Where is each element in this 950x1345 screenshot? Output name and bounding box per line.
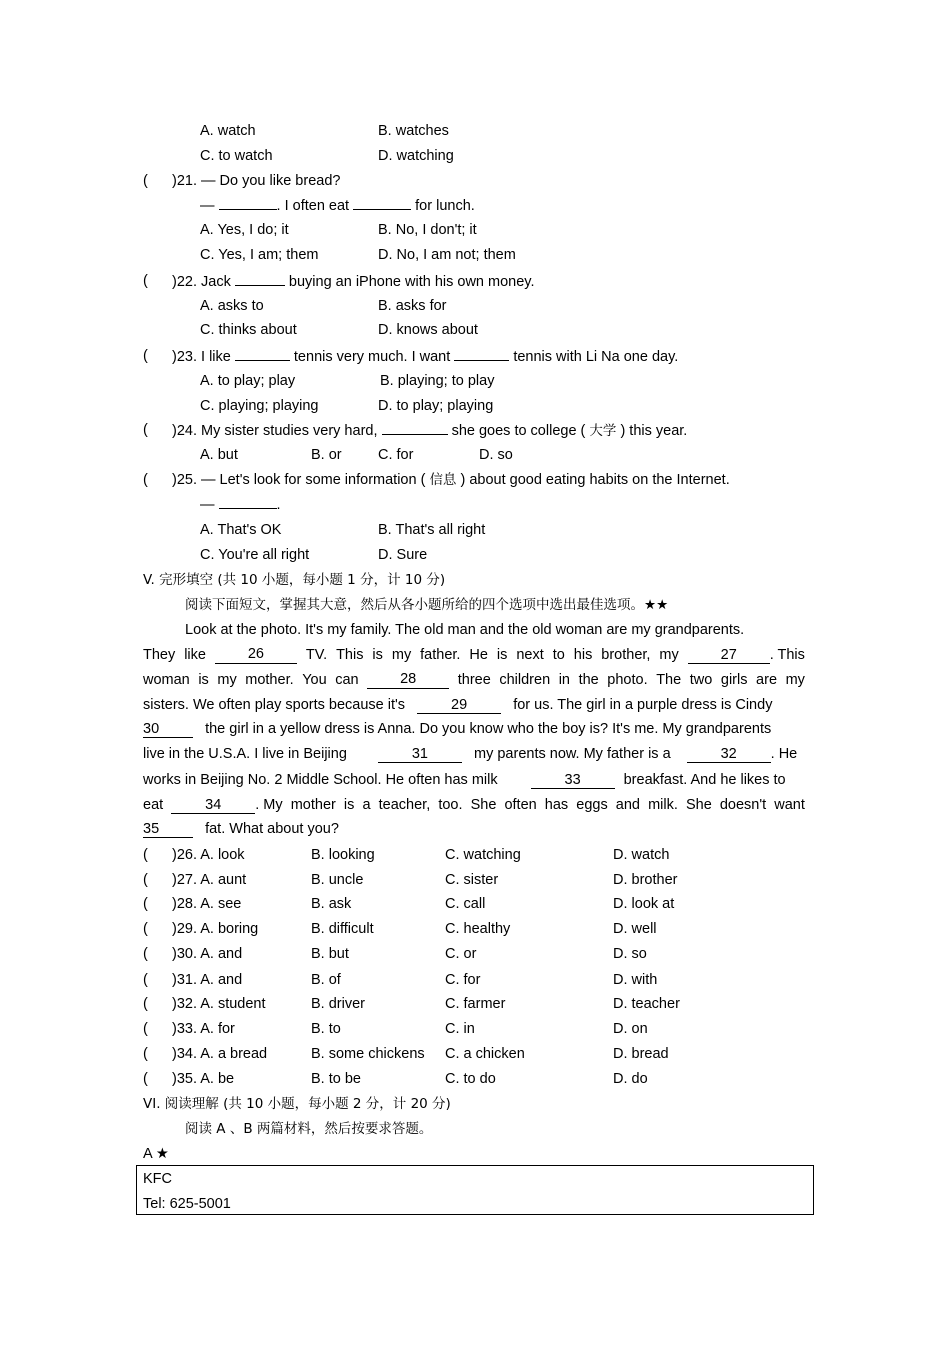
q25-reply: — . bbox=[200, 497, 281, 513]
cloze-item-34-d: D. bread bbox=[613, 1046, 669, 1062]
reading-a-box bbox=[136, 1165, 814, 1215]
cloze-item-26-d: D. watch bbox=[613, 847, 670, 863]
cloze-item-27-d: D. brother bbox=[613, 872, 678, 888]
cloze-item-28-c: C. call bbox=[445, 896, 486, 912]
q25-stem: )25. — Let's look for some information ( 信息 ) about good eating habits on the Internet. bbox=[172, 472, 730, 488]
cloze-item-27-a: )27. A. aunt bbox=[172, 872, 247, 888]
q21-option-d: D. No, I am not; them bbox=[378, 247, 516, 263]
q20-option-c: C. to watch bbox=[200, 148, 273, 164]
q21-reply: — . I often eat for lunch. bbox=[200, 198, 475, 214]
q22-option-c: C. thinks about bbox=[200, 322, 297, 338]
q25-option-c: C. You're all right bbox=[200, 547, 310, 563]
cloze-item-29-b: B. difficult bbox=[311, 921, 374, 937]
cloze-item-30-a: )30. A. and bbox=[172, 946, 243, 962]
section-6-instruction: 阅读 A 、B 两篇材料，然后按要求答题。 bbox=[185, 1121, 433, 1137]
q20-option-b: B. watches bbox=[378, 123, 449, 139]
cloze-item-28-d: D. look at bbox=[613, 896, 675, 912]
q20-option-d: D. watching bbox=[378, 148, 454, 164]
cloze-item-33-b: B. to bbox=[311, 1021, 341, 1037]
cloze-item-32-b: B. driver bbox=[311, 996, 365, 1012]
cloze-paragraph-line-7: works in Beijing No. 2 Middle School. He often has milk 33 breakfast. And he likes to bbox=[143, 772, 786, 788]
q23-paren: ( bbox=[143, 348, 148, 364]
cloze-item-30-c: C. or bbox=[445, 946, 477, 962]
cloze-item-29-c: C. healthy bbox=[445, 921, 511, 937]
answer-blank bbox=[219, 196, 277, 210]
cloze-item-33: ( bbox=[143, 1021, 148, 1037]
q23-option-d: D. to play; playing bbox=[378, 398, 494, 414]
q25-option-d: D. Sure bbox=[378, 547, 428, 563]
cloze-blank-33: 33 bbox=[531, 772, 615, 789]
cloze-item-35-a: )35. A. be bbox=[172, 1071, 235, 1087]
cloze-paragraph-line-3: woman is my mother. You can 28 three children in the photo. The two girls are my bbox=[143, 671, 805, 688]
cloze-blank-32: 32 bbox=[687, 746, 771, 763]
cloze-item-29-d: D. well bbox=[613, 921, 657, 937]
q22-option-d: D. knows about bbox=[378, 322, 478, 338]
answer-blank bbox=[235, 272, 285, 286]
q22-paren: ( bbox=[143, 273, 148, 289]
cloze-item-26-b: B. looking bbox=[311, 847, 375, 863]
cloze-item-29: ( bbox=[143, 921, 148, 937]
cloze-item-27: ( bbox=[143, 872, 148, 888]
cloze-item-31-b: B. of bbox=[311, 972, 341, 988]
cloze-item-29-a: )29. A. boring bbox=[172, 921, 259, 937]
q24-stem: )24. My sister studies very hard, she goes to college ( 大学 ) this year. bbox=[172, 423, 688, 439]
answer-blank bbox=[219, 495, 277, 509]
cloze-item-32: ( bbox=[143, 996, 148, 1012]
cloze-blank-28: 28 bbox=[367, 671, 449, 689]
cloze-item-34-b: B. some chickens bbox=[311, 1046, 425, 1062]
q24-option-c: C. for bbox=[378, 447, 414, 463]
q22-option-a: A. asks to bbox=[200, 298, 264, 314]
q22-stem: )22. Jack buying an iPhone with his own money. bbox=[172, 274, 535, 290]
q25-option-b: B. That's all right bbox=[378, 522, 486, 538]
cloze-item-30-d: D. so bbox=[613, 946, 647, 962]
cloze-blank-35: 35 bbox=[143, 821, 193, 838]
cloze-item-34-a: )34. A. a bread bbox=[172, 1046, 268, 1062]
q21-option-a: A. Yes, I do; it bbox=[200, 222, 289, 238]
cloze-item-33-d: D. on bbox=[613, 1021, 648, 1037]
q25-option-a: A. That's OK bbox=[200, 522, 282, 538]
cloze-blank-30: 30 bbox=[143, 721, 193, 738]
cloze-item-27-c: C. sister bbox=[445, 872, 499, 888]
part-a-label: A ★ bbox=[143, 1146, 169, 1162]
q23-stem: )23. I like tennis very much. I want tennis with Li Na one day. bbox=[172, 349, 679, 365]
answer-blank bbox=[353, 196, 411, 210]
cloze-item-30: ( bbox=[143, 946, 148, 962]
cloze-item-35-d: D. do bbox=[613, 1071, 648, 1087]
cloze-item-31-a: )31. A. and bbox=[172, 972, 243, 988]
q23-option-c: C. playing; playing bbox=[200, 398, 319, 414]
cloze-item-28-a: )28. A. see bbox=[172, 896, 242, 912]
cloze-item-32-c: C. farmer bbox=[445, 996, 506, 1012]
cloze-item-33-c: C. in bbox=[445, 1021, 475, 1037]
q23-option-b: B. playing; to play bbox=[380, 373, 495, 389]
cloze-item-31: ( bbox=[143, 972, 148, 988]
cloze-item-33-a: )33. A. for bbox=[172, 1021, 235, 1037]
cloze-item-26-a: )26. A. look bbox=[172, 847, 245, 863]
cloze-paragraph-line-1: Look at the photo. It's my family. The old man and the old woman are my grandparents. bbox=[185, 622, 745, 638]
cloze-blank-34: 34 bbox=[171, 797, 255, 814]
q24-option-d: D. so bbox=[479, 447, 513, 463]
cloze-paragraph-line-6: live in the U.S.A. I live in Beijing 31 my parents now. My father is a 32 . He bbox=[143, 746, 798, 762]
cloze-paragraph-line-8: eat 34 . My mother is a teacher, too. She often has eggs and milk. She doesn't want bbox=[143, 797, 805, 813]
cloze-paragraph-line-4: sisters. We often play sports because it's 29 for us. The girl in a purple dress is Cindy bbox=[143, 697, 773, 713]
q24-option-a: A. but bbox=[200, 447, 238, 463]
cloze-item-32-d: D. teacher bbox=[613, 996, 680, 1012]
q24-option-b: B. or bbox=[311, 447, 342, 463]
cloze-item-31-c: C. for bbox=[445, 972, 481, 988]
q25-paren: ( bbox=[143, 472, 148, 488]
cloze-item-35-b: B. to be bbox=[311, 1071, 361, 1087]
q21-option-b: B. No, I don't; it bbox=[378, 222, 477, 238]
q21-option-c: C. Yes, I am; them bbox=[200, 247, 319, 263]
cloze-item-26-c: C. watching bbox=[445, 847, 521, 863]
q24-paren: ( bbox=[143, 422, 148, 438]
section-5-title: V. 完形填空 (共 10 小题，每小题 1 分，计 10 分) bbox=[143, 572, 446, 588]
cloze-blank-27: 27 bbox=[688, 647, 770, 664]
kfc-phone: Tel: 625-5001 bbox=[143, 1196, 231, 1212]
cloze-paragraph-line-5: 30 the girl in a yellow dress is Anna. Do you know who the boy is? It's me. My grandparents bbox=[143, 721, 772, 737]
cloze-item-26: ( bbox=[143, 847, 148, 863]
q23-option-a: A. to play; play bbox=[200, 373, 296, 389]
cloze-paragraph-line-9: 35 fat. What about you? bbox=[143, 821, 339, 837]
answer-blank bbox=[454, 347, 509, 361]
cloze-item-31-d: D. with bbox=[613, 972, 658, 988]
cloze-item-35: ( bbox=[143, 1071, 148, 1087]
q20-option-a: A. watch bbox=[200, 123, 256, 139]
cloze-item-30-b: B. but bbox=[311, 946, 349, 962]
q21-paren: ( bbox=[143, 173, 148, 189]
cloze-item-35-c: C. to do bbox=[445, 1071, 496, 1087]
cloze-item-34: ( bbox=[143, 1046, 148, 1062]
section-5-instruction: 阅读下面短文，掌握其大意，然后从各小题所给的四个选项中选出最佳选项。★★ bbox=[185, 597, 669, 613]
kfc-name: KFC bbox=[143, 1171, 172, 1187]
cloze-blank-29: 29 bbox=[417, 697, 501, 714]
answer-blank bbox=[382, 421, 448, 435]
cloze-paragraph-line-2: They like 26 TV. This is my father. He is next to his brother, my 27 . This bbox=[143, 646, 805, 663]
cloze-blank-26: 26 bbox=[215, 646, 297, 664]
section-6-title: VI. 阅读理解 (共 10 小题，每小题 2 分，计 20 分) bbox=[143, 1096, 451, 1112]
cloze-item-34-c: C. a chicken bbox=[445, 1046, 525, 1062]
answer-blank bbox=[235, 347, 290, 361]
cloze-item-28-b: B. ask bbox=[311, 896, 352, 912]
cloze-blank-31: 31 bbox=[378, 746, 462, 763]
cloze-item-27-b: B. uncle bbox=[311, 872, 364, 888]
cloze-item-28: ( bbox=[143, 896, 148, 912]
cloze-item-32-a: )32. A. student bbox=[172, 996, 266, 1012]
q21-stem: )21. — Do you like bread? bbox=[172, 173, 341, 189]
q22-option-b: B. asks for bbox=[378, 298, 447, 314]
